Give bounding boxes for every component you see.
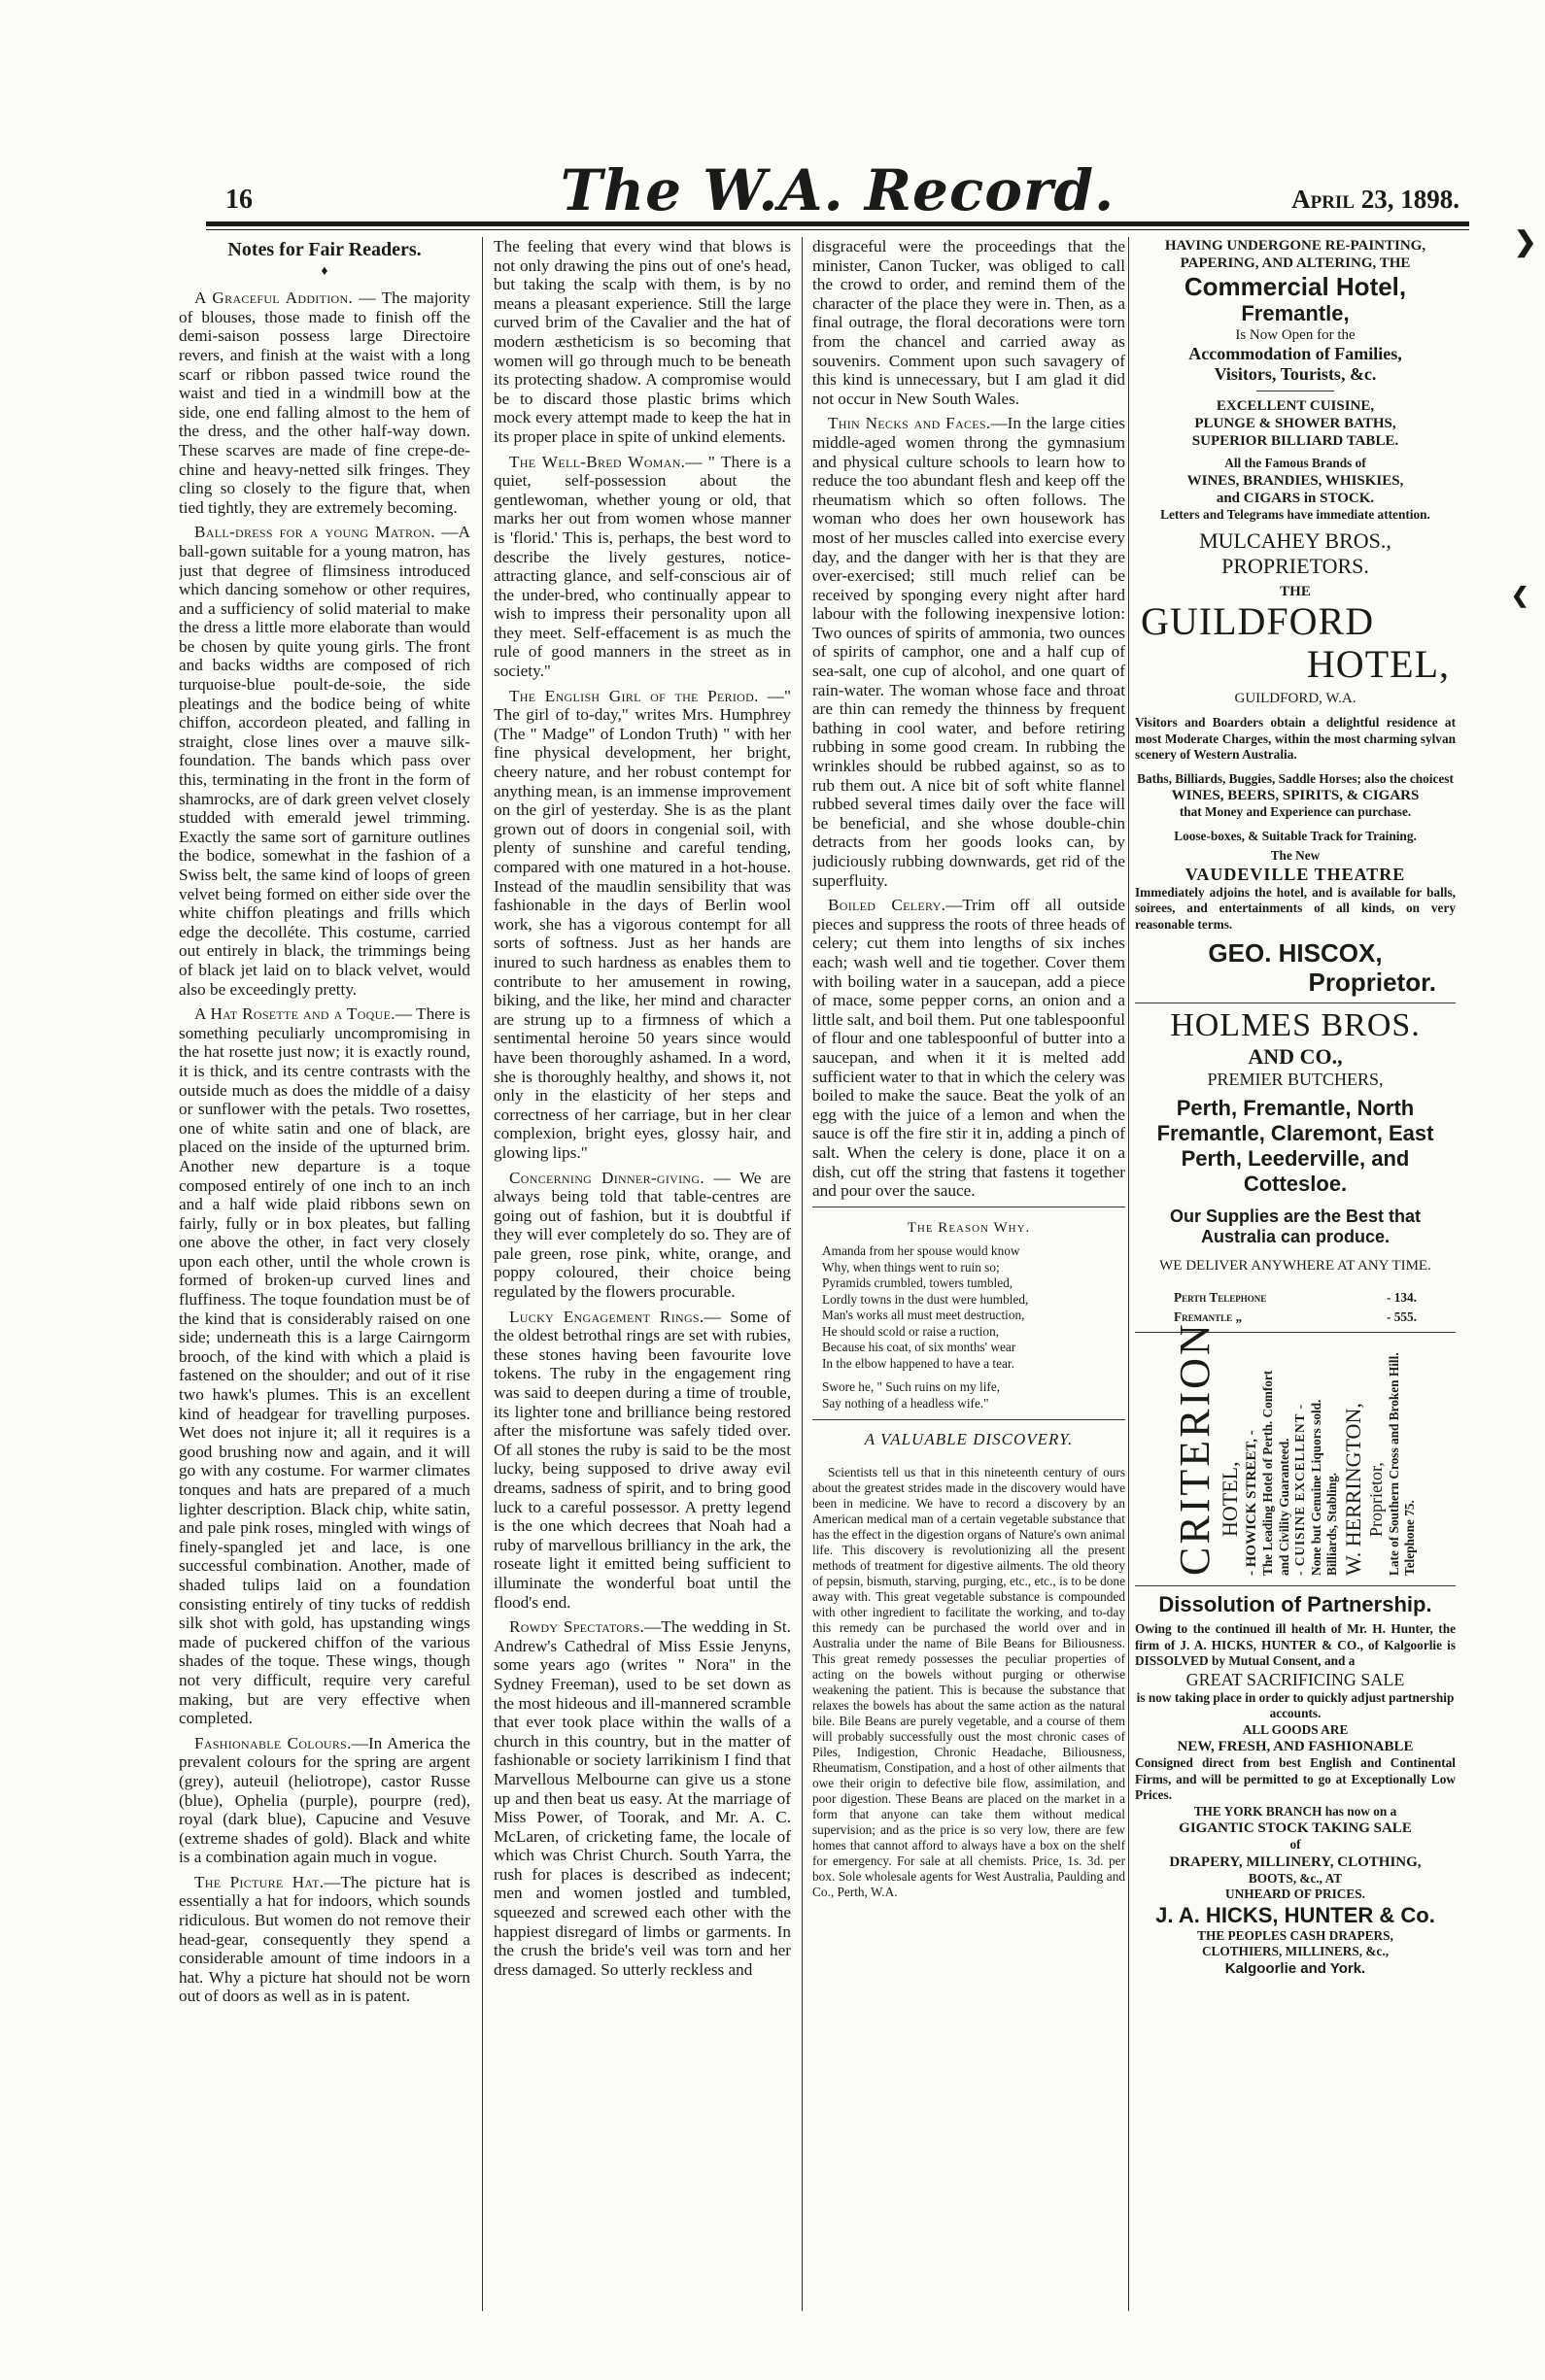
masthead-rule [206,221,1469,226]
advert-commercial-hotel: HAVING UNDERGONE RE-PAINTING, PAPERING, AND ALTERING, THE Commercial Hotel, Fremantle, Is Now Open for the Accommodation of Families, Visitors, Tourists, &c. EXCELLENT CUISINE, PLUNGE & SHOWER BATHS, SUPERIOR BILLIARD TABLE. All the Famous Brands of WINES, BRANDIES, WHISKIES, and CIGARS in STOCK. Letters and Telegrams have immediate attention. MULCAHEY BROS., PROPRIETORS. [1160,238,1430,578]
article-fashionable-colours: Fashionable Colours.—In America the prevalent colours for the spring are argent (grey), auteuil (heliotrope), castor Russe (blue), Ophelia (purple), pourpre (red), royal (dark blue), Capucine and Vesuve (extreme shades of gold). Black and white is a combination again much in vogue. [179,1733,470,1867]
poem-line: Swore he, " Such ruins on my life, [822,1379,1001,1395]
article-dinner-giving: Concerning Dinner-giving. — We are always being told that table-centres are going out of fashion, but it is doubtful if they will ever completely do so. They are of pale green, rose pink, white, orange, and poppy coloured, their choice being regulated by the flowers procurable. [494,1168,791,1302]
column-2 [494,237,791,2316]
poem-line: Pyramids crumbled, towers tumbled, [822,1275,1013,1291]
article-hat-rosette: A Hat Rosette and a Toque.— There is something peculiarly uncompromising in the hat rosette just now; it is exactly round, it is thick, and its centre contrasts with the outside much as does the middle of a daisy or sunflower with the petals. Two rosettes, one of white satin and one of black, are placed on the inside of the upturned brim. Another new departure is a toque composed entirely of one inch to an inch and a half wide plaid ribbons sewn on fairly, fully or in box pleates, but falling one above the other, in fact very closely upon each other, until the whole crown is formed of broken-up curved lines and fluffiness. The toque foundation must be of the kind that is considerably raised on one side; underneath this is a large Cairngorm brooch, of the kind with which a plaid is fastened on the shoulder; and out of it rise two hawk's plumes. This is an excellent kind of headgear for travelling purposes. Wet does not injure it; all it requires is a good brushing now and again, and it will go with any costume. For warmer climates tonques and hats are prepared of a much lighter description. Black chip, white satin, and pale pink roses, mingled with wings of finely-spangled jet and lace, is one successful combination. Another, made of shaded tulips laid on a foundation consisting entirely of tiny tucks of reddish silk shot with gold, has upstanding wings made of puckered chiffon of the various shades of the toque. These wings, though not very difficult, require very careful making, but are very effective when completed. [179,1004,470,1728]
ornament: ♦ [321,263,328,279]
column-divider-3 [1128,237,1129,2311]
poem-line: Why, when things went to ruin so; [822,1259,1000,1275]
article-thin-necks: Thin Necks and Faces.—In the large cities middle-aged women throng the gymnasium and physical culture schools to learn how to reduce the too abundant flesh and keep off the rheumatism which so often follows. The woman who does her own housework has most of her muscles called into exercise every day, and the danger with her is that they are over-exercised; still much relief can be received by sponging every night after hard labour with the following inexpensive lotion: Two ounces of spirits of ammonia, two ounces of spirits of camphor, one and a half cup of sea-salt, one cup of alcohol, and one quart of rain-water. The woman whose face and throat are thin can remedy the thinness by frequent bathing in cool water, and before retiring rubbing in some good cream. In rubbing the wrinkles should be rubbed against, so as to rub them out. A nice bit of soft white flannel rubbed several times daily over the face will be beneficial, and she whose double-chin detracts from her goods looks can, by judiciously rubbing downwards, get rid of the superfluity. [812,414,1125,890]
column-4-advertisements [1135,237,1456,2316]
advert-criterion-hotel: CRITERION HOTEL, - HOWICK STREET, - The Leading Hotel of Perth. Comfort and Civility Guaranteed. - CUISINE EXCELLENT - None but Genuine Liquors sold. Billiards, Stabling. W. HERRINGTON, Proprietor, Late of Southern Cross and Broken Hill. Telephone 75. [1135,1332,1456,1586]
advert-holmes-bros: HOLMES BROS. AND CO., PREMIER BUTCHERS, Perth, Fremantle, North Fremantle, Claremont, East Perth, Leederville, and Cottesloe. Our Supplies are the Best that Australia can produce. WE DELIVER ANYWHERE AT ANY TIME. Perth Telephone - 134. Fremantle „ - 555. [1156,1007,1434,1324]
poem-line: Man's works all must meet destruction, [822,1308,1025,1323]
article-english-girl: The English Girl of the Period. —" The girl of to-day," writes Mrs. Humphrey (The " Madge" of London Truth) " with her fine physical development, her bright, cheery nature, and her robust contempt for anything mean, is an immense improvement on the girl of yesterday. She is as the plant grown out of doors in congenial soil, with plenty of sunshine and careful tending, compared with one matured in a hot-house. Instead of the maudlin sensibility that was fashionable in the days of Berlin wool work, she has a vigorous contempt for all sorts of softness. Just as her hands are inured to such hardness as enables them to contribute to her amusement in rowing, biking, and the like, her mind and character are strung up to a firmness of which a sentimental heroine 50 years since would have been thoroughly ashamed. In a word, she is thoroughly healthy, and shows it, not only in the elasticity of her steps and correctness of her carriage, but in her clear complexion, bright eyes, glossy hair, and glowing lips." [494,686,791,1162]
masthead-rule-thin [206,229,1469,230]
column-1 [179,237,470,2316]
advert-guildford-hotel: THE GUILDFORD HOTEL, GUILDFORD, W.A. Visitors and Boarders obtain a delightful residence at most Moderate Charges, within the most charming sylvan scenery of Western Australia. Baths, Billiards, Buggies, Saddle Horses; also the choicest WINES, BEERS, SPIRITS, & CIGARS that Money and Experience can purchase. Loose-boxes, & Suitable Track for Training. The New VAUDEVILLE THEATRE Immediately adjoins the hotel, and is available for balls, soirees, and entertainments of all kinds, on very reasonable terms. GEO. HISCOX, Proprietor. [1135,584,1456,997]
article-ball-dress: Ball-dress for a young Matron. —A ball-gown suitable for a young matron, has just that degree of flimsiness introduced which dancing somehow or other requires, and a sufficiency of solid material to make the dress a little more elaborate than would be chosen by quite young girls. The front and backs widths are composed of rich turquoise-blue poult-de-soie, the side pleatings and the bodice being of white chiffon, accordeon pleated, and falling in straight, close lines over a mauve silk-foundation. The bands which pass over this, terminating in the front in the form of shamrocks, are of dark green velvet closely studded with emerald jewel trimming. Exactly the same sort of garniture outlines the bodice, somewhat in the fashion of a Swiss belt, the same kind of loops of green velvet being formed on either side over the white chiffon pleatings and frills which edge the decolléte. This costume, carried out entirely in black, the trimmings being of black jet laid on to black velvet, would also be exceedingly pretty. [179,523,470,999]
poem-title: The Reason Why. [907,1219,1031,1236]
column-divider-1 [482,237,483,2311]
article-picture-hat: The Picture Hat.—The picture hat is essentially a hat for indoors, which sounds ridiculous. But women do not remove their head-gear, consequently they spend a considerable amount of time indoors in a hat. Why a picture hat should not be worn out of doors as well as in is patent. [179,1872,470,2006]
margin-mark-top: ❯ [1514,227,1537,257]
article-well-bred-woman: The Well-Bred Woman.— " There is a quiet, self-possession about the gentlewoman, whether young or old, that marks her out from women whose manner is 'florid.' This is, perhaps, the best word to describe the lively gestures, notice-attracting glance, and self-conscious air of the under-bred, who continually appear to wish to impress their personality upon all they meet. Self-effacement is as much the rule of good manners in the street as in society." [494,452,791,681]
page-number: 16 [225,185,253,215]
poem-line: Because his coat, of six months' wear [822,1340,1016,1355]
advert-bile-beans: Scientists tell us that in this nineteenth century of ours about the greatest strides made in the discovery would have been in medicine. We have to record a discovery by an American medical man of a certain vegetable substance that has the effect in the digestion organs of Nature's own animal life. This discovery is revolutionizing all the present methods of treatment for digestive ailments. The old theory of pepsin, bismuth, starving, purging, etc., etc., is to be done away with. This great vegetable substance is compounded with other ingredient to facilitate the working, and to-day this remedy can be purchased the world over and in Australia under the name of Bile Beans for Biliousness. This great remedy possesses the peculiar properties of acting on the bowels without purging or otherwise weakening the patient. This is because the substance that relaxes the bowels has about the same action as the natural bile. Bile Beans are purely vegetable, and a course of them will probably successfully oust the most chronic cases of Piles, Indigestion, Chronic Headache, Biliousness, Rheumatism, Constipation, and a host of other ailments that owe their origin to defective bile flow, assimilation, and poor digestion. These Beans are placed on the market in a form that anyone can take them without medical supervision; and as the price is so very low, there are few homes that cannot afford to always have a box on the shelf for emergency. For sale at all chemists. Price, 1s. 3d. per box. Sole wholesale agents for West Australia, Paulding and Co., Perth, W.A. [812,1464,1125,1899]
poem-line: In the elbow happened to have a tear. [822,1355,1014,1371]
poem-line: Lordly towns in the dust were humbled, [822,1291,1029,1307]
poem-stanza [812,1243,1125,1411]
section-title: Notes for Fair Readers. [227,239,422,260]
column-3 [812,237,1125,2316]
issue-date: April 23, 1898. [1291,185,1459,214]
article-graceful-addition: A Graceful Addition. — The majority of blouses, those made to finish off the demi-saison possess large Directoire revers, and finish at the waist with a long scarf or ribbon passed twice round the waist and tied in a windmill bow at the side, one end falling almost to the hem of the dress, and the other half-way down. These scarves are made of fine crepe-de-chine and heavy-netted silk fringes. They cling so closely to the figure that, when tied tightly, they are extremely becoming. [179,289,470,517]
poem-line: He should scold or raise a ruction, [822,1323,1000,1339]
poem-line: Amanda from her spouse would know [822,1243,1020,1259]
article-continuation: disgraceful were the proceedings that the minister, Canon Tucker, was obliged to call the crowd to order, and remind them of the character of the place they were in. Then, as a final outrage, the floral decorations were torn from the chancel and carried away as souvenirs. Comment upon such savagery of this kind is unnecessary, but I am glad it did not occur in New South Wales. [812,237,1125,408]
column-divider-2 [802,237,803,2311]
newspaper-title: The W.A. Record. [560,157,1116,223]
poem-line: Say nothing of a headless wife." [822,1395,989,1411]
advert-title: A VALUABLE DISCOVERY. [864,1430,1074,1449]
masthead [206,157,1469,223]
article-boiled-celery: Boiled Celery.—Trim off all outside pieces and suppress the roots of three heads of celery; cut them into lengths of six inches each; wash well and tie together. Cover them with boiling water in a saucepan, add a piece of mace, some pepper corns, an onion and a little salt, and boil them. Put one tablespoonful of flour and one tablespoonful of butter into a saucepan, and when it it is melted add sufficient water to that in which the celery was boiled to make the sauce. Beat the yolk of an egg with the juice of a lemon and when the sauce is off the fire stir it in, adding a pinch of salt. When the celery is done, place it on a dish, cut off the string that fastens it together and pour over the sauce. [812,896,1125,1201]
article-continuation: The feeling that every wind that blows is not only drawing the pins out of one's head, but taking the scalp with them, is by no means a pleasant experience. Still the large curved brim of the Cavalier and the hat of modern æstheticism is so becoming that women will go through much to be beneath its protecting shadow. A compromise would be to discard those plastic brims which mock every attempt made to keep the hat in its proper place in spite of unkind elements. [494,237,791,446]
margin-mark-middle: ❮ [1511,583,1529,607]
advert-dissolution-partnership: Dissolution of Partnership. Owing to the continued ill health of Mr. H. Hunter, the firm of J. A. HICKS, HUNTER & CO., of Kalgoorlie is DISSOLVED by Mutual Consent, and a GREAT SACRIFICING SALE is now taking place in order to quickly adjust partnership accounts. ALL GOODS ARE NEW, FRESH, AND FASHIONABLE Consigned direct from best English and Continental Firms, and will be permitted to go at Exceptionally Low Prices. THE YORK BRANCH has now on a GIGANTIC STOCK TAKING SALE of DRAPERY, MILLINERY, CLOTHING, BOOTS, &c., AT UNHEARD OF PRICES. J. A. HICKS, HUNTER & Co. THE PEOPLES CASH DRAPERS, CLOTHIERS, MILLINERS, &c., Kalgoorlie and York. [1135,1592,1456,1977]
section-rule [812,1419,1125,1420]
article-engagement-rings: Lucky Engagement Rings.— Some of the oldest betrothal rings are set with rubies, these stones having been favourite love tokens. The ruby in the engagement ring was said to deepen during a time of trouble, its lighter tone and brilliance being restored after the misfortune was safely tided over. Of all stones the ruby is said to be the most lucky, being supposed to drive away evil dreams, sadness of spirit, and to bring good luck to a careful possessor. A pretty legend is the one which decrees that Noah had a ruby of marvellous brilliancy in the ark, the roseate light it emitted being sufficient to illuminate the wonderful boat until the flood's end. [494,1307,791,1612]
article-rowdy-spectators: Rowdy Spectators.—The wedding in St. Andrew's Cathedral of Miss Essie Jenyns, some years ago (writes " Nora" in the Sydney Freeman), used to be set down as the most hideous and ill-mannered scramble that ever took place within the walls of a church in this country, but in the matter of fashionable or society larrikinism I find that Marvellous Melbourne can give us a stone up and then beat us easy. At the marriage of Miss Power, of Toorak, and Mr. A. C. McLaren, of cricketing fame, the locale of which was Christ Church. South Yarra, the rush for places is described as indecent; men and women jostled and tumbled, squeezed and screwed each other with the happiest disregard of limbs or garments. In the crush the bride's veil was torn and her dress damaged. So utterly reckless and [494,1617,791,1979]
